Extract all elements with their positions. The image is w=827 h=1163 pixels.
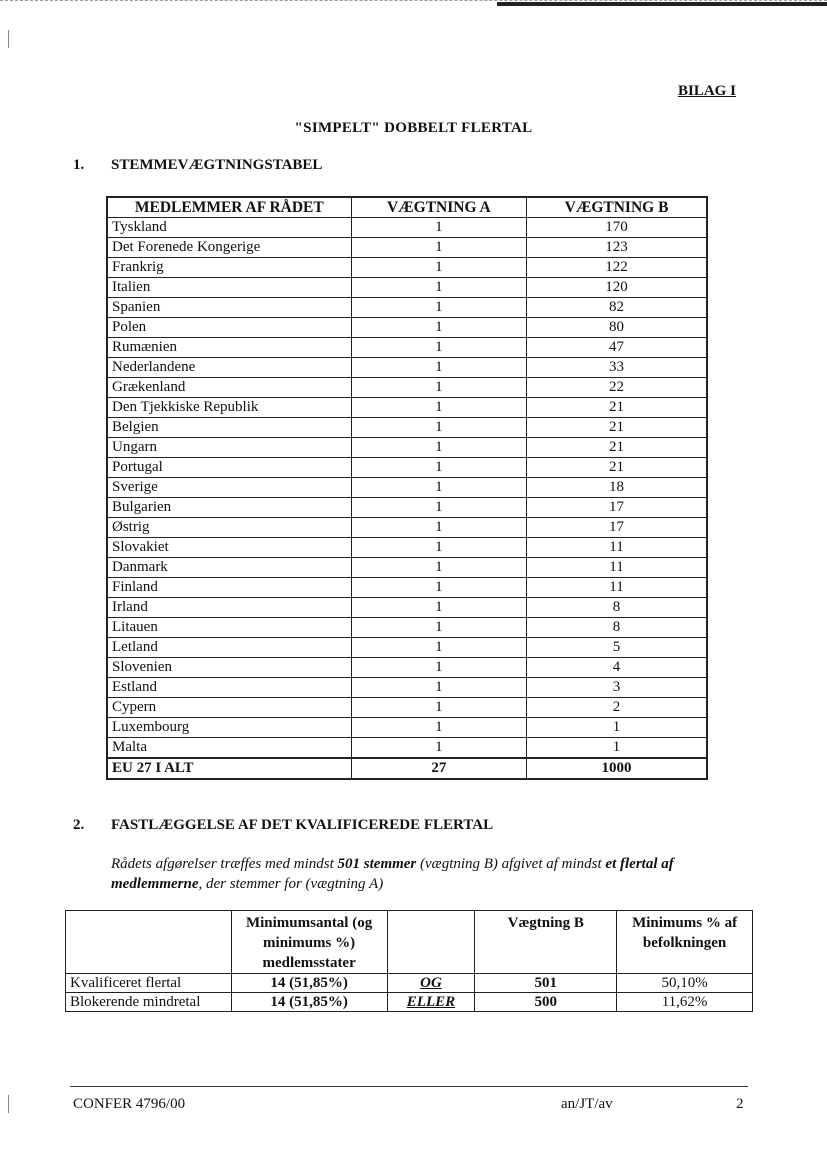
country-cell: Italien xyxy=(107,278,351,298)
weight-b-cell: 501 xyxy=(475,974,617,993)
weight-b-cell: 1 xyxy=(527,718,707,738)
table-row xyxy=(107,578,707,598)
conjunction-cell: OG xyxy=(387,974,475,993)
country-cell: Estland xyxy=(107,678,351,698)
country-cell: Rumænien xyxy=(107,338,351,358)
weights-table-body xyxy=(107,218,707,780)
weight-b-cell: 11 xyxy=(527,558,707,578)
table-row xyxy=(107,318,707,338)
country-cell: Litauen xyxy=(107,618,351,638)
weight-a-cell: 1 xyxy=(351,678,526,698)
country-cell: Det Forenede Kongerige xyxy=(107,238,351,258)
margin-mark xyxy=(8,30,9,48)
column-header: VÆGTNING B xyxy=(527,197,707,218)
weight-a-cell: 1 xyxy=(351,558,526,578)
weight-a-cell: 1 xyxy=(351,358,526,378)
table-row xyxy=(107,358,707,378)
min-states-cell: 14 (51,85%) xyxy=(231,974,387,993)
table-header-row xyxy=(107,197,707,218)
weight-a-cell: 1 xyxy=(351,438,526,458)
table-row xyxy=(107,678,707,698)
column-header xyxy=(66,911,232,974)
table-row xyxy=(107,278,707,298)
total-weight-a: 27 xyxy=(351,758,526,779)
weight-a-cell: 1 xyxy=(351,298,526,318)
weight-b-cell: 33 xyxy=(527,358,707,378)
section-heading: STEMMEVÆGTNINGSTABEL xyxy=(111,157,323,173)
weight-a-cell: 1 xyxy=(351,238,526,258)
country-cell: Tyskland xyxy=(107,218,351,238)
column-header: MEDLEMMER AF RÅDET xyxy=(107,197,351,218)
min-population-cell: 50,10% xyxy=(617,974,753,993)
country-cell: Grækenland xyxy=(107,378,351,398)
table-row xyxy=(107,298,707,318)
weight-b-cell: 8 xyxy=(527,618,707,638)
section-number: 2. xyxy=(73,817,85,833)
page-number: 2 xyxy=(736,1096,744,1112)
total-weight-b: 1000 xyxy=(527,758,707,779)
table-row xyxy=(107,698,707,718)
column-header: VÆGTNING A xyxy=(351,197,526,218)
table-row xyxy=(66,974,753,993)
document-reference: CONFER 4796/00 xyxy=(73,1096,186,1112)
table-row xyxy=(107,338,707,358)
table-row xyxy=(107,438,707,458)
table-row xyxy=(107,638,707,658)
weight-b-cell: 122 xyxy=(527,258,707,278)
country-cell: Nederlandene xyxy=(107,358,351,378)
table-row xyxy=(107,458,707,478)
country-cell: Den Tjekkiske Republik xyxy=(107,398,351,418)
country-cell: Luxembourg xyxy=(107,718,351,738)
weight-a-cell: 1 xyxy=(351,398,526,418)
weight-b-cell: 500 xyxy=(475,993,617,1012)
table-row xyxy=(107,718,707,738)
section-heading: FASTLÆGGELSE AF DET KVALIFICEREDE FLERTAL xyxy=(111,817,494,833)
country-cell: Ungarn xyxy=(107,438,351,458)
table-row xyxy=(107,498,707,518)
weight-b-cell: 22 xyxy=(527,378,707,398)
table-row xyxy=(66,993,753,1012)
weight-b-cell: 170 xyxy=(527,218,707,238)
country-cell: Slovenien xyxy=(107,658,351,678)
weight-a-cell: 1 xyxy=(351,218,526,238)
row-label: Kvalificeret flertal xyxy=(66,974,232,993)
table-header-row xyxy=(66,911,753,974)
country-cell: Sverige xyxy=(107,478,351,498)
weight-a-cell: 1 xyxy=(351,478,526,498)
weight-b-cell: 11 xyxy=(527,538,707,558)
weight-a-cell: 1 xyxy=(351,698,526,718)
country-cell: Østrig xyxy=(107,518,351,538)
weight-b-cell: 21 xyxy=(527,418,707,438)
weight-b-cell: 82 xyxy=(527,298,707,318)
intro-text-bold: et flertal af medlemmerne xyxy=(111,856,674,892)
weights-table xyxy=(106,196,708,780)
country-cell: Polen xyxy=(107,318,351,338)
weight-b-cell: 123 xyxy=(527,238,707,258)
weight-b-cell: 80 xyxy=(527,318,707,338)
table-row xyxy=(107,218,707,238)
min-population-cell: 11,62% xyxy=(617,993,753,1012)
weight-b-cell: 4 xyxy=(527,658,707,678)
column-header: Vægtning B xyxy=(475,911,617,974)
weight-a-cell: 1 xyxy=(351,458,526,478)
country-cell: Belgien xyxy=(107,418,351,438)
table-row xyxy=(107,738,707,759)
qualified-majority-table xyxy=(65,910,753,1012)
weight-a-cell: 1 xyxy=(351,378,526,398)
table-row xyxy=(107,618,707,638)
column-header xyxy=(387,911,475,974)
country-cell: Slovakiet xyxy=(107,538,351,558)
country-cell: Malta xyxy=(107,738,351,759)
country-cell: Danmark xyxy=(107,558,351,578)
weight-a-cell: 1 xyxy=(351,418,526,438)
country-cell: Cypern xyxy=(107,698,351,718)
section-number: 1. xyxy=(73,157,85,173)
row-label: Blokerende mindretal xyxy=(66,993,232,1012)
weight-a-cell: 1 xyxy=(351,338,526,358)
top-scan-bar xyxy=(497,2,827,6)
weight-b-cell: 21 xyxy=(527,458,707,478)
weight-b-cell: 21 xyxy=(527,438,707,458)
country-cell: Finland xyxy=(107,578,351,598)
table-row xyxy=(107,598,707,618)
weight-a-cell: 1 xyxy=(351,658,526,678)
country-cell: Bulgarien xyxy=(107,498,351,518)
weight-a-cell: 1 xyxy=(351,718,526,738)
table-row xyxy=(107,238,707,258)
weight-a-cell: 1 xyxy=(351,578,526,598)
weight-a-cell: 1 xyxy=(351,278,526,298)
intro-paragraph xyxy=(111,854,751,894)
table-row xyxy=(107,538,707,558)
total-row xyxy=(107,758,707,779)
table-row xyxy=(107,418,707,438)
table-row xyxy=(107,658,707,678)
table-row xyxy=(107,558,707,578)
annex-label: BILAG I xyxy=(678,83,736,99)
weight-b-cell: 17 xyxy=(527,498,707,518)
table-row xyxy=(107,398,707,418)
country-cell: Letland xyxy=(107,638,351,658)
weight-a-cell: 1 xyxy=(351,258,526,278)
weight-a-cell: 1 xyxy=(351,618,526,638)
intro-text: (vægtning B) afgivet af mindst xyxy=(416,856,606,872)
weight-b-cell: 18 xyxy=(527,478,707,498)
weight-b-cell: 11 xyxy=(527,578,707,598)
weight-a-cell: 1 xyxy=(351,318,526,338)
weight-a-cell: 1 xyxy=(351,598,526,618)
min-states-cell: 14 (51,85%) xyxy=(231,993,387,1012)
intro-text: Rådets afgørelser træffes med mindst xyxy=(111,856,338,872)
column-header: Minimums % af befolkningen xyxy=(617,911,753,974)
table-row xyxy=(107,378,707,398)
country-cell: Spanien xyxy=(107,298,351,318)
author-initials: an/JT/av xyxy=(561,1096,613,1112)
weight-b-cell: 2 xyxy=(527,698,707,718)
footer-rule xyxy=(70,1086,748,1087)
country-cell: Frankrig xyxy=(107,258,351,278)
table-row xyxy=(107,258,707,278)
total-label: EU 27 I ALT xyxy=(107,758,351,779)
intro-text-bold: 501 stemmer xyxy=(337,856,417,872)
margin-mark xyxy=(8,1095,9,1113)
weight-a-cell: 1 xyxy=(351,738,526,759)
qmv-table-body xyxy=(66,974,753,1012)
weight-b-cell: 3 xyxy=(527,678,707,698)
table-row xyxy=(107,518,707,538)
conjunction-cell: ELLER xyxy=(387,993,475,1012)
country-cell: Portugal xyxy=(107,458,351,478)
weight-b-cell: 8 xyxy=(527,598,707,618)
intro-text: , der stemmer for (vægtning A) xyxy=(198,876,384,892)
weight-b-cell: 1 xyxy=(527,738,707,759)
table-row xyxy=(107,478,707,498)
country-cell: Irland xyxy=(107,598,351,618)
weight-b-cell: 17 xyxy=(527,518,707,538)
weight-b-cell: 47 xyxy=(527,338,707,358)
weight-a-cell: 1 xyxy=(351,638,526,658)
column-header: Minimumsantal (og minimums %) medlemsstater xyxy=(231,911,387,974)
weight-b-cell: 21 xyxy=(527,398,707,418)
page-title: "SIMPELT" DOBBELT FLERTAL xyxy=(294,120,533,136)
weight-a-cell: 1 xyxy=(351,538,526,558)
weight-b-cell: 5 xyxy=(527,638,707,658)
weight-a-cell: 1 xyxy=(351,518,526,538)
weight-b-cell: 120 xyxy=(527,278,707,298)
weight-a-cell: 1 xyxy=(351,498,526,518)
